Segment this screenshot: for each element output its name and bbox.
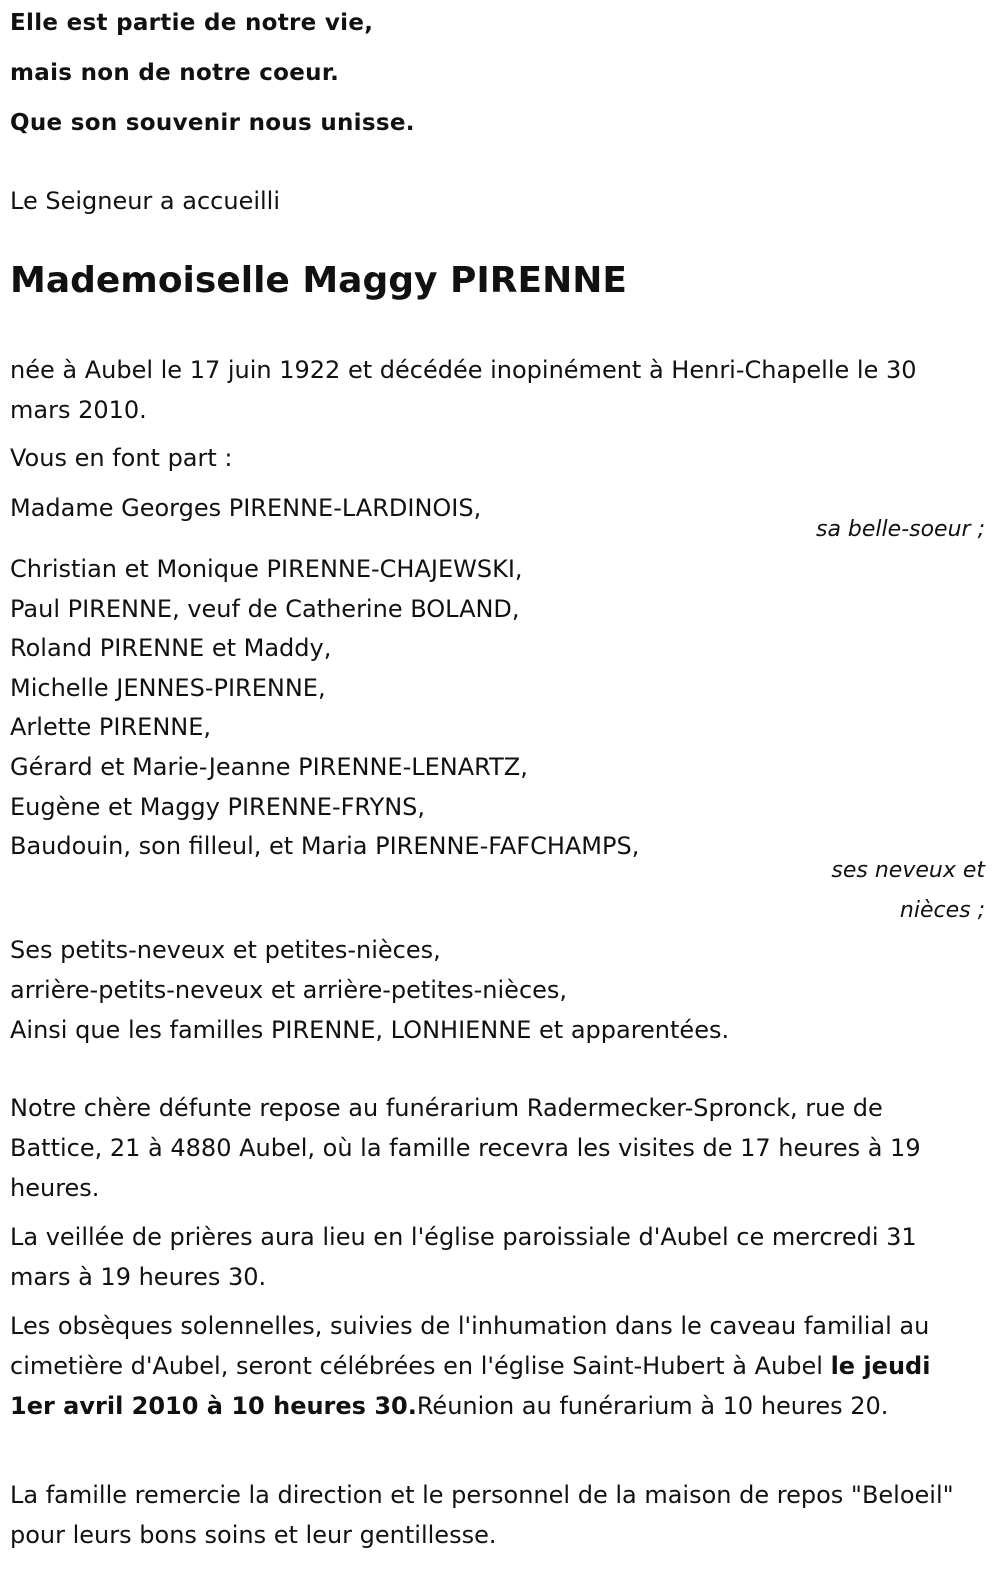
list-item: Eugène et Maggy PIRENNE-FRYNS, bbox=[10, 792, 426, 821]
thanks-paragraph: La famille remercie la direction et le personnel de la maison de repos "Beloeil" pour leurs bons soins et leur gentillesse. bbox=[10, 1481, 954, 1549]
other-relatives-line: arrière-petits-neveux et arrière-petites-nièces, bbox=[10, 976, 568, 1004]
sister-in-law-relation: sa belle-soeur ; bbox=[816, 517, 985, 542]
sister-in-law-name: Madame Georges PIRENNE-LARDINOIS, bbox=[10, 494, 482, 522]
intro-text: Le Seigneur a accueilli bbox=[10, 187, 281, 215]
list-item: Roland PIRENNE et Maddy, bbox=[10, 634, 332, 663]
funeral-text: Les obsèques solennelles, suivies de l'inhumation dans le caveau familial au cimetière d'Aubel, seront célébrées en l'église Saint-Hubert à Aubel bbox=[10, 1312, 930, 1380]
other-relatives-line: Ainsi que les familles PIRENNE, LONHIENNE et apparentées. bbox=[10, 1016, 730, 1044]
vigil-paragraph: La veillée de prières aura lieu en l'église paroissiale d'Aubel ce mercredi 31 mars à 19 heures 30. bbox=[10, 1223, 917, 1291]
list-item: Paul PIRENNE, veuf de Catherine BOLAND, bbox=[10, 594, 520, 623]
other-relatives-line: Ses petits-neveux et petites-nièces, bbox=[10, 936, 441, 964]
list-item: Christian et Monique PIRENNE-CHAJEWSKI, bbox=[10, 555, 523, 583]
deceased-name: Mademoiselle Maggy PIRENNE bbox=[10, 260, 627, 301]
list-item: Baudouin, son filleul, et Maria PIRENNE-FAFCHAMPS, bbox=[10, 832, 640, 861]
funeral-paragraph bbox=[10, 1306, 975, 1426]
list-item: Gérard et Marie-Jeanne PIRENNE-LENARTZ, bbox=[10, 752, 528, 781]
rest-paragraph: Notre chère défunte repose au funérarium Radermecker-Spronck, rue de Battice, 21 à 4880 Aubel, où la famille recevra les visites de 17 heures à 19 heures. bbox=[10, 1094, 921, 1202]
gathering-text: Réunion au funérarium à 10 heures 20. bbox=[416, 1392, 889, 1420]
nephews-list bbox=[10, 550, 639, 867]
poem-line-1: Elle est partie de notre vie, bbox=[10, 10, 374, 36]
birth-death-text: née à Aubel le 17 juin 1922 et décédée inopinément à Henri-Chapelle le 30 mars 2010. bbox=[10, 356, 917, 424]
list-item: Michelle JENNES-PIRENNE, bbox=[10, 673, 326, 702]
funeral-date: le jeudi 1er avril 2010 à 10 heures 30. bbox=[10, 1352, 931, 1420]
announce-text: Vous en font part : bbox=[10, 444, 233, 472]
poem-line-3: Que son souvenir nous unisse. bbox=[10, 110, 415, 136]
list-item: Arlette PIRENNE, bbox=[10, 713, 212, 742]
nephews-relation: ses neveux et nièces ; bbox=[831, 858, 985, 923]
other-relatives bbox=[10, 930, 729, 1050]
poem-line-2: mais non de notre coeur. bbox=[10, 60, 340, 86]
